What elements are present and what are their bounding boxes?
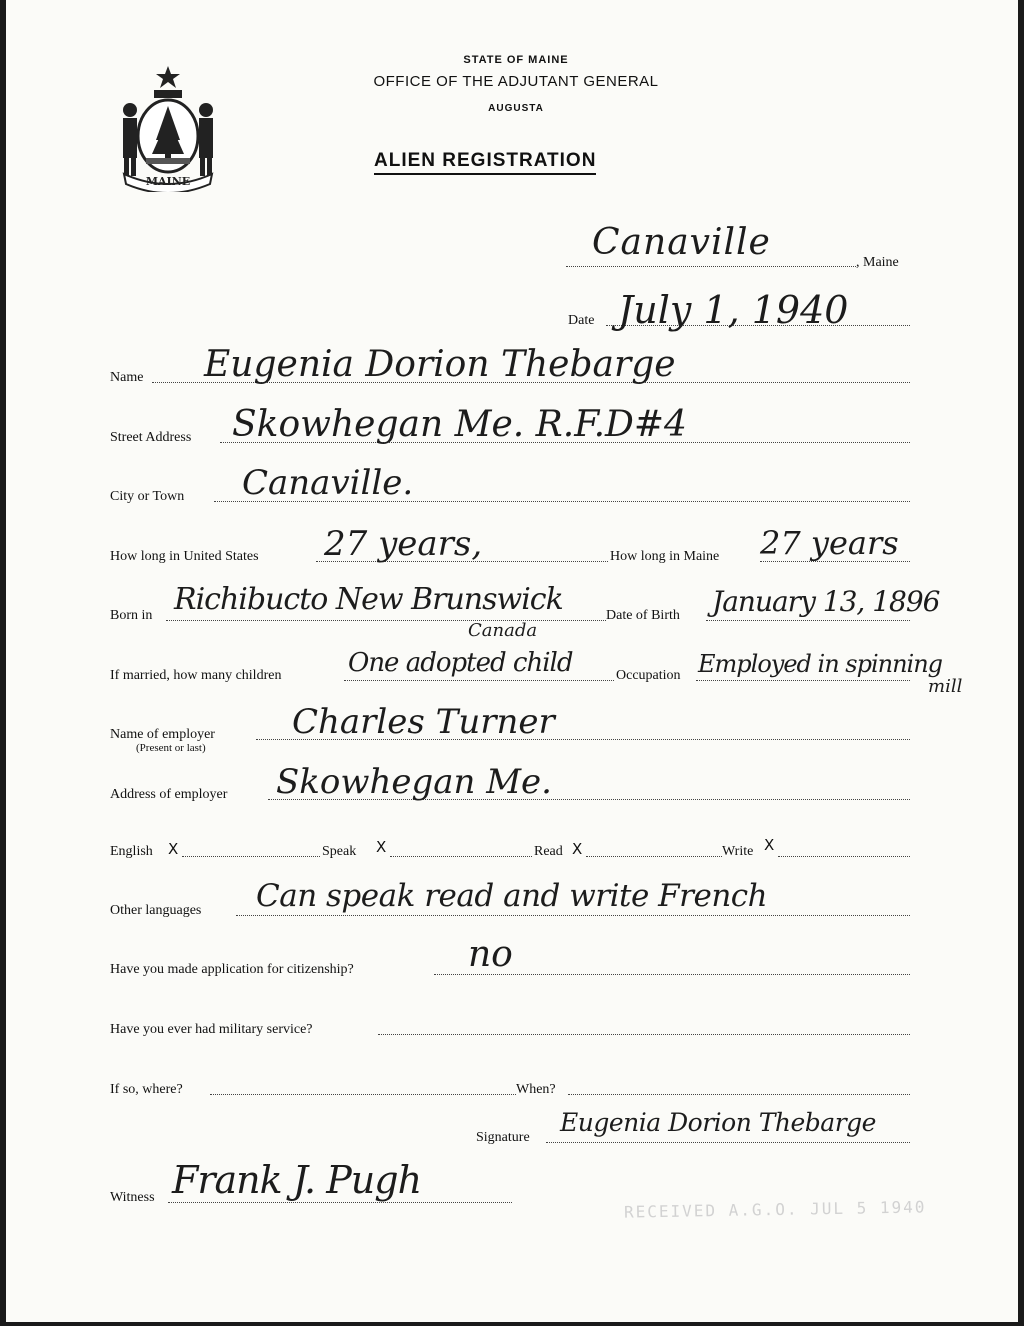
date-label: Date [568, 313, 595, 328]
write-mark: X [764, 836, 775, 854]
name-value: Eugenia Dorion Thebarge [204, 344, 676, 385]
english-label: English [110, 844, 153, 859]
received-stamp: RECEIVED A.G.O. JUL 5 1940 [623, 1197, 927, 1222]
place-line [566, 266, 856, 267]
read-label: Read [534, 844, 563, 859]
name-label: Name [110, 370, 144, 385]
svg-text:MAINE: MAINE [145, 175, 191, 188]
occupation-label: Occupation [616, 668, 681, 683]
city-value: Canaville. [242, 463, 414, 503]
witness-value: Frank J. Pugh [172, 1158, 422, 1202]
read-mark: X [572, 840, 583, 858]
signature-label: Signature [476, 1130, 530, 1145]
street-label: Street Address [110, 430, 192, 445]
occupation-value-cont: mill [928, 676, 963, 697]
us-years-label: How long in United States [110, 549, 259, 564]
maine-years-label: How long in Maine [610, 549, 720, 564]
signature-value: Eugenia Dorion Thebarge [560, 1108, 876, 1137]
other-languages-line [236, 915, 910, 916]
born-line [166, 620, 606, 621]
other-languages-label: Other languages [110, 903, 202, 918]
born-value: Richibucto New Brunswick [174, 582, 563, 617]
street-value: Skowhegan Me. R.F.D#4 [232, 404, 687, 445]
maine-years-value: 27 years [760, 524, 899, 562]
write-line [778, 856, 910, 857]
citizenship-label: Have you made application for citizenship? [110, 962, 354, 977]
read-line [586, 856, 722, 857]
military-line [378, 1034, 910, 1035]
header-state: STATE OF MAINE [463, 54, 569, 66]
military-label: Have you ever had military service? [110, 1022, 313, 1037]
registration-form-page [6, 0, 1018, 1322]
place-value: Canaville [592, 222, 771, 263]
children-label: If married, how many children [110, 668, 282, 683]
citizenship-value: no [468, 934, 513, 975]
speak-line [390, 856, 532, 857]
when-label: When? [516, 1082, 556, 1097]
us-years-value: 27 years, [324, 524, 483, 564]
employer-address-label: Address of employer [110, 787, 228, 802]
where-line [210, 1094, 516, 1095]
employer-sublabel: (Present or last) [136, 742, 206, 754]
maine-state-seal [110, 62, 226, 192]
speak-label: Speak [322, 844, 357, 859]
place-suffix: , Maine [856, 255, 899, 270]
english-mark: X [168, 840, 179, 858]
header-office: OFFICE OF THE ADJUTANT GENERAL [373, 73, 659, 90]
speak-mark: X [376, 838, 387, 856]
write-label: Write [722, 844, 754, 859]
english-line [182, 856, 320, 857]
signature-line [546, 1142, 910, 1143]
header-city: AUGUSTA [488, 103, 544, 114]
occupation-line [696, 680, 910, 681]
when-line [568, 1094, 910, 1095]
born-note: Canada [468, 620, 538, 641]
where-label: If so, where? [110, 1082, 183, 1097]
date-value: July 1, 1940 [618, 288, 849, 332]
city-label: City or Town [110, 489, 185, 504]
occupation-value: Employed in spinning [698, 650, 943, 678]
children-line [344, 680, 614, 681]
employer-address-value: Skowhegan Me. [276, 762, 552, 802]
witness-label: Witness [110, 1190, 155, 1205]
children-value: One adopted child [348, 648, 573, 678]
form-title: ALIEN REGISTRATION [374, 150, 596, 175]
other-languages-value: Can speak read and write French [256, 878, 768, 914]
dob-value: January 13, 1896 [712, 585, 940, 618]
employer-value: Charles Turner [292, 702, 555, 742]
born-label: Born in [110, 608, 153, 623]
dob-label: Date of Birth [606, 608, 680, 623]
employer-label: Name of employer [110, 727, 215, 742]
witness-line [168, 1202, 512, 1203]
dob-line [706, 620, 910, 621]
